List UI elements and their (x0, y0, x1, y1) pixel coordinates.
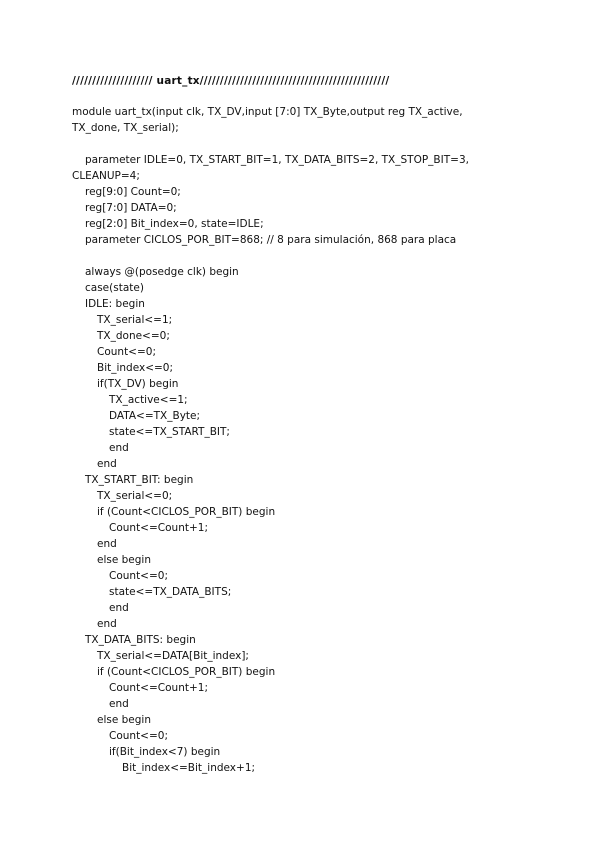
code-line: if(Bit_index<7) begin (109, 746, 221, 758)
code-line: reg[7:0] DATA=0; (85, 202, 177, 214)
code-line: TX_done, TX_serial); (72, 122, 179, 134)
code-line: Count<=Count+1; (109, 522, 208, 534)
code-line: Bit_index<=Bit_index+1; (122, 762, 256, 774)
code-line: parameter CICLOS_POR_BIT=868; // 8 para simulación, 868 para placa (85, 234, 457, 246)
section-heading: //////////////////// uart_tx/////////////////////////////////////////////// (72, 75, 390, 87)
code-line: Bit_index<=0; (97, 362, 174, 374)
code-line: else begin (97, 554, 152, 566)
code-line: TX_serial<=0; (97, 490, 173, 502)
code-line: if(TX_DV) begin (97, 378, 179, 390)
code-line: end (109, 442, 129, 454)
code-line: DATA<=TX_Byte; (109, 410, 201, 422)
code-line: end (97, 538, 117, 550)
code-line: end (97, 618, 117, 630)
code-line: Count<=0; (109, 730, 168, 742)
code-line: CLEANUP=4; (72, 170, 140, 182)
code-line: module uart_tx(input clk, TX_DV,input [7:0] TX_Byte,output reg TX_active, (72, 106, 463, 118)
code-line: end (109, 698, 129, 710)
code-line: reg[9:0] Count=0; (85, 186, 181, 198)
code-line: always @(posedge clk) begin (85, 266, 239, 278)
code-line: end (109, 602, 129, 614)
code-line: if (Count<CICLOS_POR_BIT) begin (97, 666, 276, 678)
code-line: case(state) (85, 282, 144, 294)
code-line: Count<=0; (109, 570, 168, 582)
code-line: TX_done<=0; (97, 330, 170, 342)
code-line: Count<=Count+1; (109, 682, 208, 694)
code-line: state<=TX_START_BIT; (109, 426, 230, 438)
code-line: TX_DATA_BITS: begin (85, 634, 196, 646)
code-line: IDLE: begin (85, 298, 145, 310)
code-line: else begin (97, 714, 152, 726)
code-line: Count<=0; (97, 346, 156, 358)
code-line: state<=TX_DATA_BITS; (109, 586, 232, 598)
code-line: reg[2:0] Bit_index=0, state=IDLE; (85, 218, 264, 230)
code-line: end (97, 458, 117, 470)
code-line: if (Count<CICLOS_POR_BIT) begin (97, 506, 276, 518)
code-line: TX_serial<=DATA[Bit_index]; (97, 650, 249, 662)
code-line: parameter IDLE=0, TX_START_BIT=1, TX_DATA_BITS=2, TX_STOP_BIT=3, (85, 154, 469, 166)
code-line: TX_active<=1; (109, 394, 188, 406)
code-line: TX_START_BIT: begin (85, 474, 194, 486)
code-line: TX_serial<=1; (97, 314, 173, 326)
